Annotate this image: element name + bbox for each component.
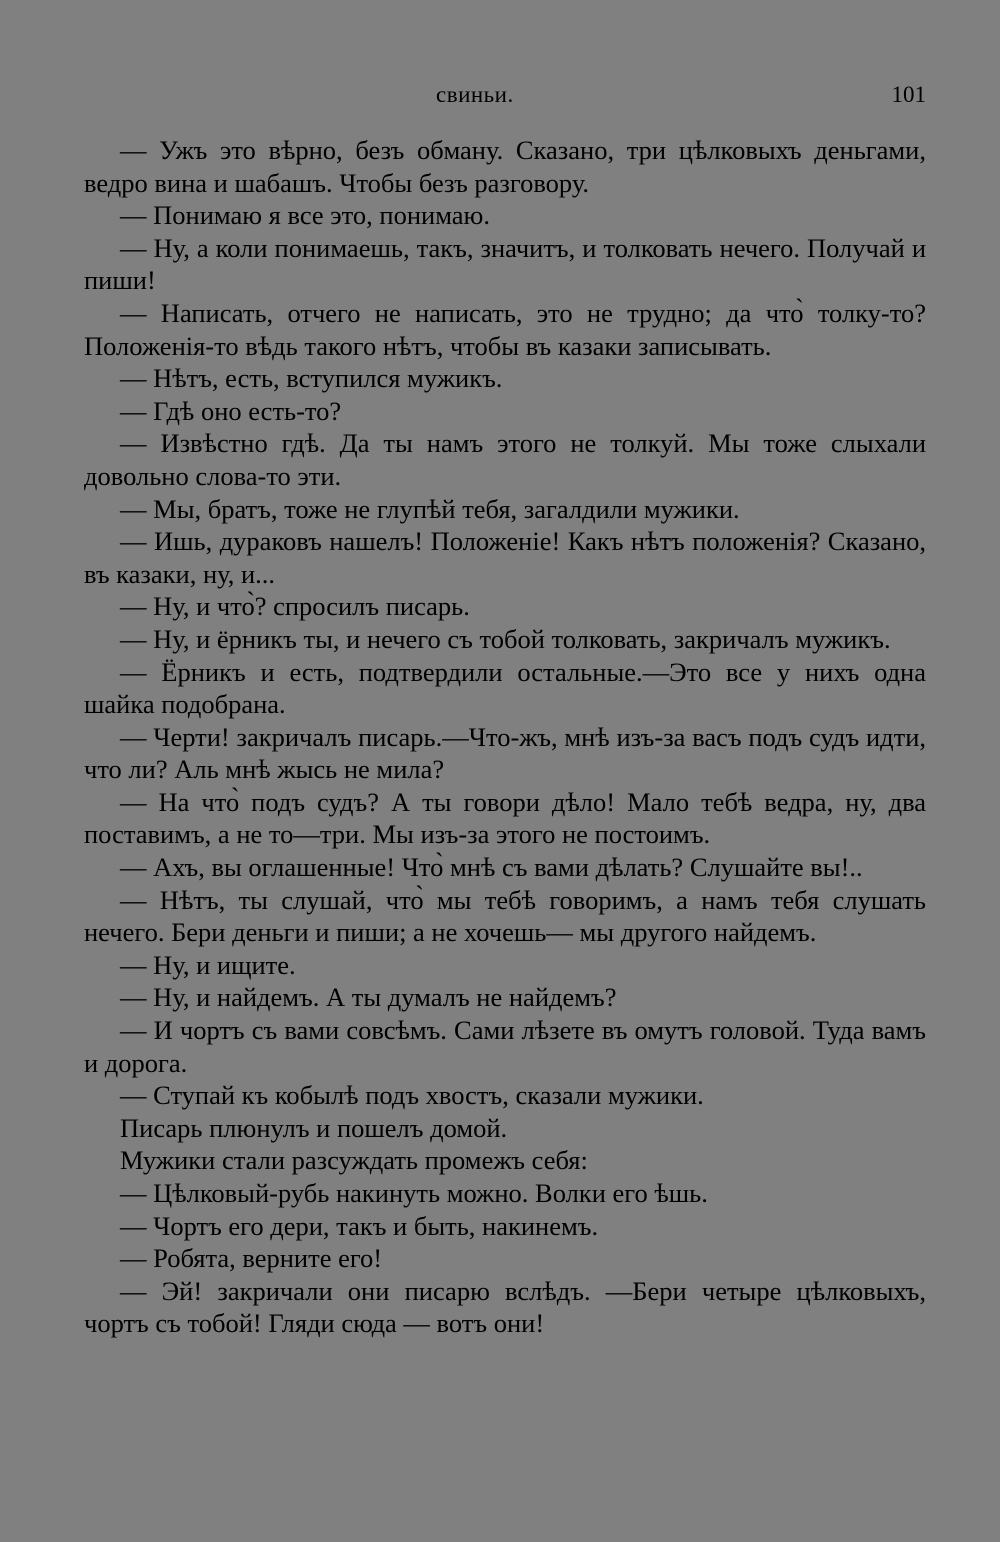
paragraph: — На что̀ подъ судъ? А ты говори дѣло! Мало тебѣ ведра, ну, два поставимъ, а не то—три. Мы изъ-за этого не постоимъ. <box>84 786 926 850</box>
paragraph: — Ёрникъ и есть, подтвердили остальные.—Это все у нихъ одна шайка подобрана. <box>84 656 926 720</box>
paragraph: Писарь плюнулъ и пошелъ домой. <box>120 1112 508 1143</box>
paragraph: — Черти! закричалъ писарь.—Что-жъ, мнѣ изъ-за васъ подъ судъ идти, что ли? Аль мнѣ жысь не мила? <box>84 721 926 785</box>
paragraph: — Извѣстно гдѣ. Да ты намъ этого не толкуй. Мы тоже слыхали довольно слова-то эти. <box>84 428 926 491</box>
paragraph: — Ступай къ кобылѣ подъ хвостъ, сказали мужики. <box>120 1080 704 1111</box>
paragraph: — Ну, и ёрникъ ты, и нечего съ тобой толковать, закричалъ мужикъ. <box>120 623 891 654</box>
paragraph: Мужики стали разсуждать промежъ себя: <box>120 1145 588 1176</box>
paragraph: — Нѣтъ, есть, вступился мужикъ. <box>120 363 503 394</box>
book-page <box>84 78 926 1518</box>
paragraph: — Ахъ, вы оглашенные! Что̀ мнѣ съ вами дѣлать? Слушайте вы!.. <box>120 852 863 883</box>
paragraph: — Ну, а коли понимаешь, такъ, значитъ, и толковать нечего. Получай и пиши! <box>84 232 926 296</box>
paragraph: — Ну, и ищите. <box>120 949 296 980</box>
paragraph: — Цѣлковый-рубь накинуть можно. Волки его ѣшь. <box>120 1178 708 1208</box>
paragraph: — Написать, отчего не написать, это не трудно; да что̀ толку-то? Положенія-то вѣдь такого нѣтъ, чтобы въ казаки записывать. <box>84 297 926 361</box>
paragraph: — Гдѣ оно есть-то? <box>120 395 342 426</box>
paragraph: — Мы, братъ, тоже не глупѣй тебя, загалдили мужики. <box>120 493 740 524</box>
paragraph: — Ужъ это вѣрно, безъ обману. Сказано, три цѣлковыхъ деньгами, ведро вина и шабашъ. Чтобы безъ разговору. <box>84 135 926 198</box>
paragraph: — Чортъ его дери, такъ и быть, накинемъ. <box>120 1210 599 1241</box>
page-number: 101 <box>891 82 926 107</box>
running-head <box>84 78 926 112</box>
running-title: свиньи. <box>436 82 514 107</box>
paragraph: — Понимаю я все это, понимаю. <box>120 200 490 231</box>
body-text <box>84 134 926 1340</box>
paragraph: — Нѣтъ, ты слушай, что̀ мы тебѣ говоримъ, а намъ тебя слушать нечего. Бери деньги и пиши; а не хочешь— мы другого найдемъ. <box>84 884 926 948</box>
paragraph: — Ишь, дураковъ нашелъ! Положеніе! Какъ нѣтъ положенія? Сказано, въ казаки, ну, и... <box>84 526 926 589</box>
paragraph: — Робята, верните его! <box>120 1243 383 1274</box>
paragraph: — Ну, и найдемъ. А ты думалъ не найдемъ? <box>120 982 617 1013</box>
paragraph: — Эй! закричали они писарю вслѣдъ. —Бери четыре цѣлковыхъ, чортъ съ тобой! Гляди сюда — вотъ они! <box>84 1275 926 1339</box>
paragraph: — Ну, и что̀? спросилъ писарь. <box>120 591 470 622</box>
paragraph: — И чортъ съ вами совсѣмъ. Сами лѣзете въ омутъ головой. Туда вамъ и дорога. <box>84 1015 926 1078</box>
